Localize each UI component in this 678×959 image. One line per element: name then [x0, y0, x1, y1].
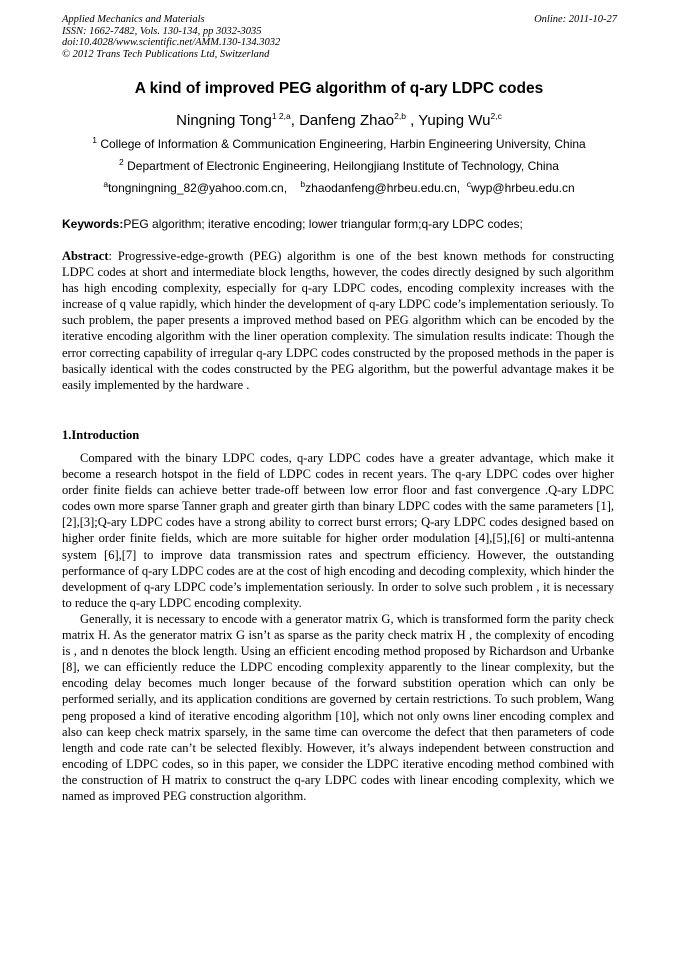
author-affil-marker: 2,c: [490, 111, 502, 121]
affiliation-1: [0, 137, 678, 151]
author-list: [0, 112, 678, 129]
abstract-text: : Progressive-edge-growth (PEG) algorithm is one of the best known methods for constructing LDPC codes at short and intermediate block lengths, however, the codes directly designed by such algorithm has high encoding complexity, especially for q-ary LDPC codes, encoding complexity increases with the increase of q value rapidly, which hinder the development of q-ary LDPC code’s implementation seriously. To such problem, the paper presents a improved method based on PEG algorithm which can be encoded by the iterative encoding algorithm with the liner operation complexity. The simulation results indicate: Though the error correcting capability of irregular q-ary LDPC codes constructed by the proposed methods in the paper is basically identical with the codes constructed by the PEG algorithm, but the powerful advantage makes it be easily implemented by the hardware .: [62, 249, 614, 392]
journal-name: Applied Mechanics and Materials: [62, 14, 205, 25]
affil-text: College of Information & Communication Engineering, Harbin Engineering University, China: [100, 137, 586, 151]
email-marker: b: [300, 179, 306, 189]
abstract-label: Abstract: [62, 249, 109, 263]
email-address[interactable]: wyp@hrbeu.edu.cn: [471, 181, 575, 195]
author-separator: ,: [290, 112, 300, 129]
author-affil-marker: 2,b: [394, 111, 406, 121]
email-marker: a: [103, 179, 109, 189]
keywords: [62, 217, 617, 231]
author-name: Danfeng Zhao: [299, 112, 395, 129]
keywords-text: PEG algorithm; iterative encoding; lower triangular form;q-ary LDPC codes;: [123, 217, 523, 231]
affiliation-2: [0, 159, 678, 173]
affil-text: Department of Electronic Engineering, Heilongjiang Institute of Technology, China: [127, 159, 559, 173]
email-address[interactable]: tongningning_82@yahoo.com.cn,: [108, 181, 288, 195]
copyright-line: © 2012 Trans Tech Publications Ltd, Switzerland: [62, 48, 270, 60]
affil-marker: 1: [92, 135, 97, 145]
introduction-body: [62, 450, 614, 804]
affil-marker: 2: [119, 157, 124, 167]
keywords-label: Keywords:: [62, 217, 124, 231]
paragraph: Generally, it is necessary to encode with a generator matrix G, which is transformed form the parity check matrix H. As the generator matrix G isn’t as sparse as the parity check matrix H , the complexity of encoding is , and n denotes the block length. Using an efficient encoding method proposed by Richardson and Urbanke [8], we can efficiently reduce the LDPC encoding complexity apparently to the linear complexity, but the encoding delay becomes much longer because of the forward substition operation which can only be performed serially, and its application conditions are governed by certain restrictions. To such problem, Wang peng proposed a kind of iterative encoding algorithm [10], which not only owns liner encoding complex and also can keep check matrix sparsely, in the same time can overcome the defect that then parameters of code length and code rate can’t be selected flexibly. However, it’s always independent between construction and encoding of LDPC codes, so in this paper, we consider the LDPC iterative encoding method combined with the construction of H matrix to construct the q-ary LDPC codes with linear encoding complexity, which we named as improved PEG construction algorithm.: [62, 611, 614, 803]
journal-header: [62, 14, 617, 60]
author-name: Yuping Wu: [418, 112, 491, 129]
author-separator: ,: [405, 112, 419, 129]
email-line: [0, 181, 678, 195]
abstract: [62, 248, 614, 393]
section-heading: 1.Introduction: [62, 428, 140, 442]
paper-title: A kind of improved PEG algorithm of q-ary LDPC codes: [134, 80, 544, 97]
issn-line: ISSN: 1662-7482, Vols. 130-134, pp 3032-3035: [62, 25, 262, 37]
author-affil-marker: 1 2,a: [271, 111, 291, 121]
online-date: Online: 2011-10-27: [534, 14, 617, 25]
doi-line: doi:10.4028/www.scientific.net/AMM.130-134.3032: [62, 37, 281, 48]
email-marker: c: [466, 179, 472, 189]
email-address[interactable]: zhaodanfeng@hrbeu.edu.cn,: [305, 181, 461, 195]
author-name: Ningning Tong: [176, 112, 272, 129]
paragraph: Compared with the binary LDPC codes, q-ary LDPC codes have a greater advantage, which make it become a research hotspot in the field of LDPC codes in recent years. The q-ary LDPC codes over higher order finite fields can achieve better trade-off between low error floor and fast convergence .Q-ary LDPC codes own more sparse Tanner graph and greater girth than binary LDPC codes with the same parameters [1],[2],[3];Q-ary LDPC codes have a strong ability to correct burst errors; Q-ary LDPC codes designed based on higher order finite fields, which are more suitable for higher order modulation [4],[5],[6] or multi-antenna system [6],[7] to improve data transmission rates and spectrum efficiency. However, the outstanding performance of q-ary LDPC codes are at the cost of high encoding and decoding complexity, which hinder the development of q-ary LDPC code’s implementation seriously. In order to solve such problem , it is necessary to reduce the q-ary LDPC encoding complexity.: [62, 451, 614, 610]
